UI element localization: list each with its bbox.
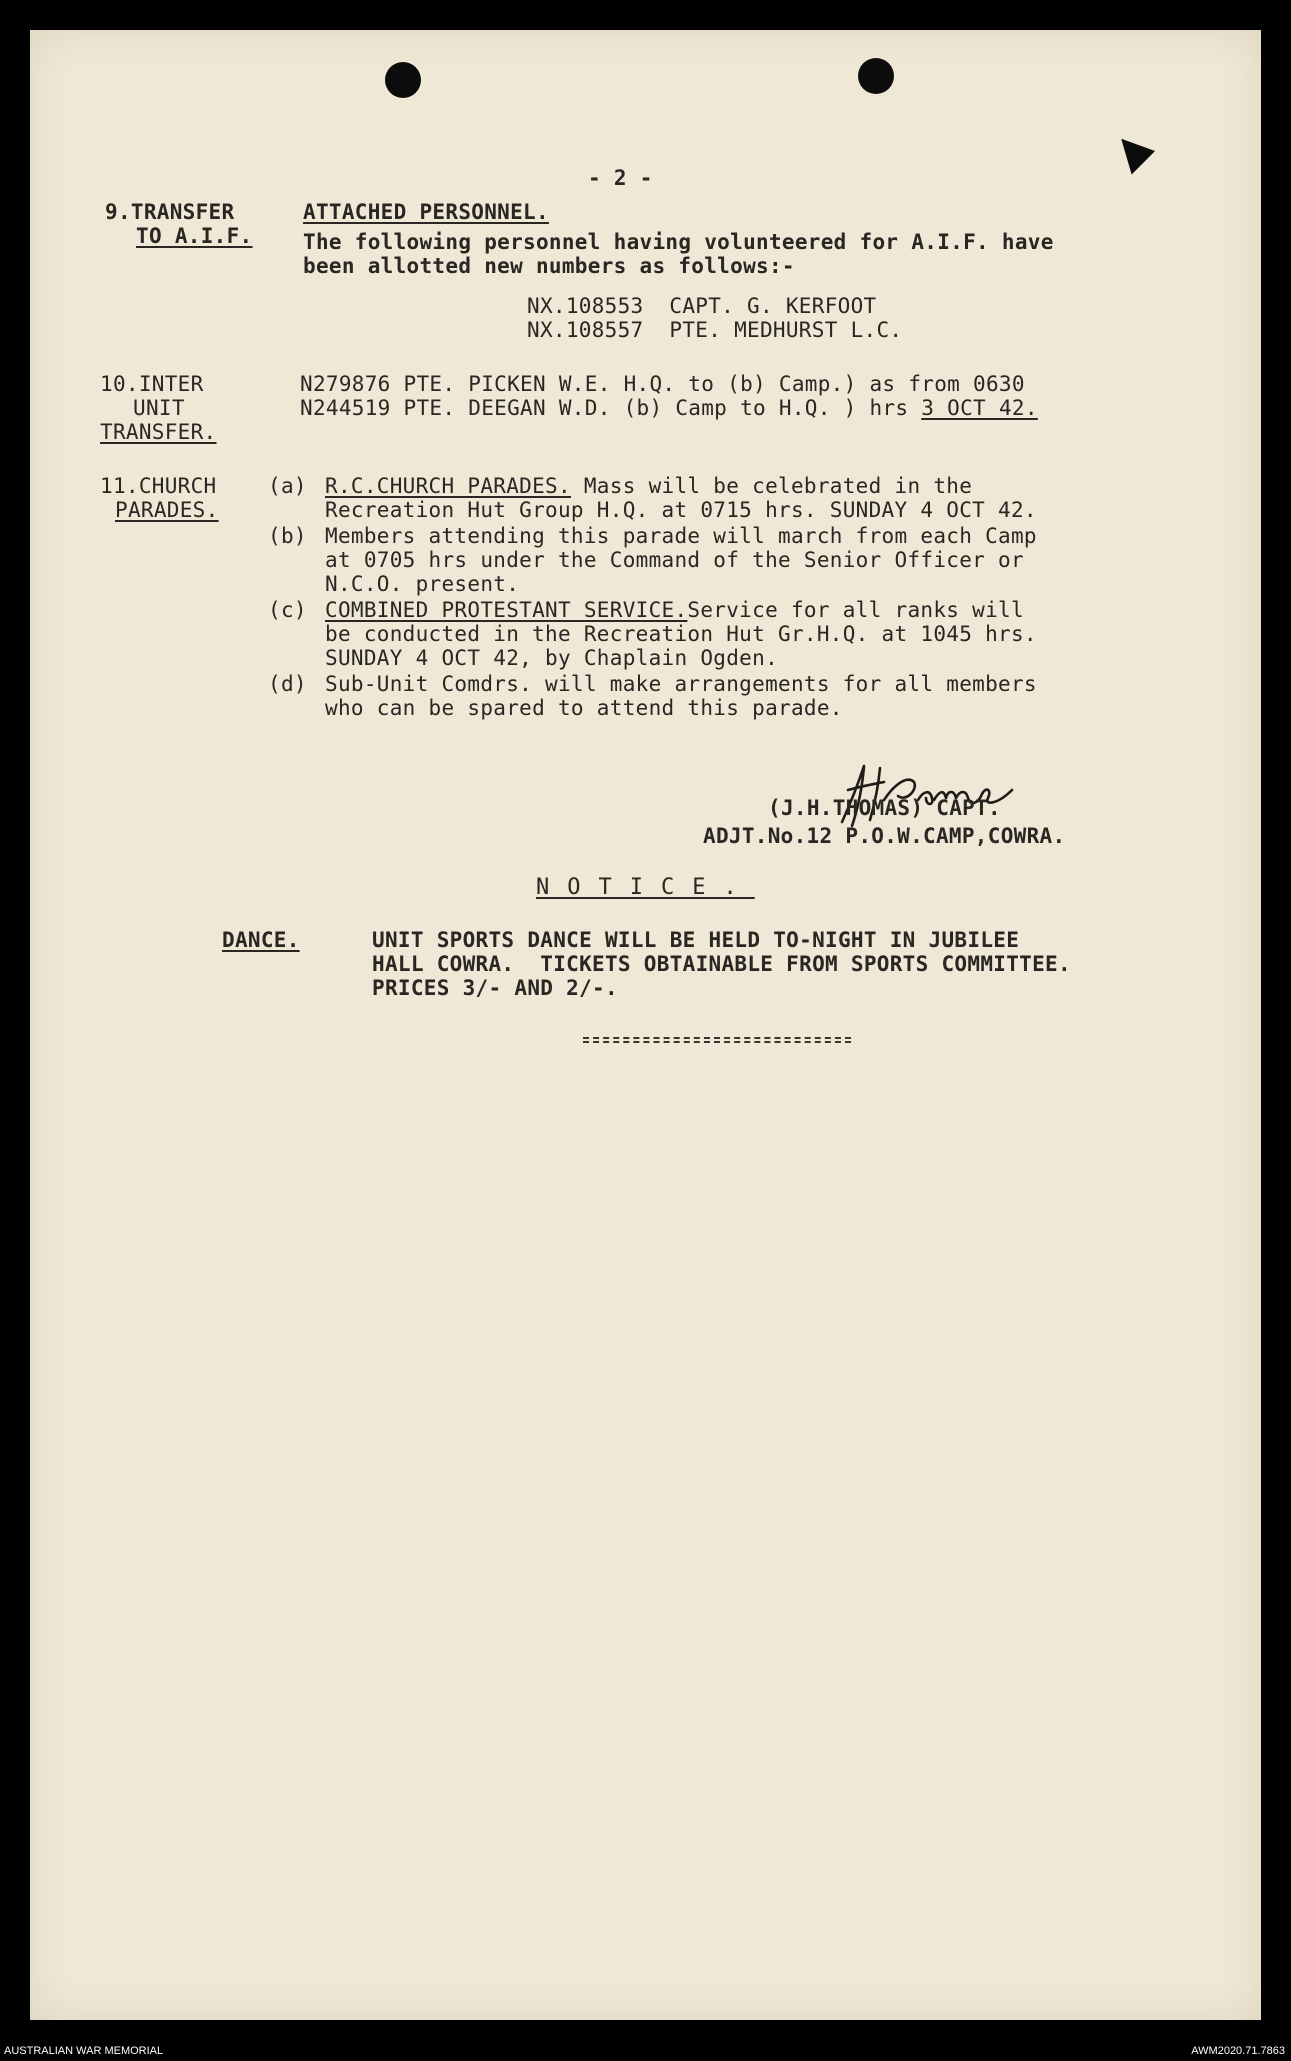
signature-name: (J.H.THOMAS) CAPT. [768, 796, 1001, 820]
sec10-line [300, 396, 1038, 420]
sec9-title-2: TO A.I.F. [136, 224, 253, 248]
sec11-item-line: Recreation Hut Group H.Q. at 0715 hrs. SUNDAY 4 OCT 42. [325, 498, 1037, 522]
sec11-item-label: (c) [268, 598, 307, 622]
sec11-title-2: PARADES. [115, 498, 219, 522]
signature-title: ADJT.No.12 P.O.W.CAMP,COWRA. [703, 824, 1066, 848]
notice-line: PRICES 3/- AND 2/-. [372, 976, 618, 1000]
sec10-line-prefix: N244519 PTE. DEEGAN W.D. (b) Camp to H.Q. ) hrs [300, 396, 922, 420]
sec11-item-line: SUNDAY 4 OCT 42, by Chaplain Ogden. [325, 646, 779, 670]
sec11-item-label: (a) [268, 474, 307, 498]
sec11-item-heading: R.C.CHURCH PARADES. [325, 474, 571, 498]
punch-hole [385, 62, 421, 98]
closing-rule [583, 1037, 851, 1043]
torn-corner [1111, 139, 1155, 180]
sec11-item-line: at 0705 hrs under the Command of the Senior Officer or [325, 548, 1024, 572]
sec11-item-line: be conducted in the Recreation Hut Gr.H.Q. at 1045 hrs. [325, 622, 1037, 646]
sec11-item-line: N.C.O. present. [325, 572, 520, 596]
footer-right: AWM2020.71.7863 [1191, 2045, 1285, 2057]
notice-label: DANCE. [222, 928, 300, 952]
sec11-item-text: Service for all ranks will [687, 598, 1024, 622]
punch-hole [858, 58, 894, 94]
sec10-line: N279876 PTE. PICKEN W.E. H.Q. to (b) Camp.) as from 0630 [300, 372, 1025, 396]
notice-line: HALL COWRA. TICKETS OBTAINABLE FROM SPORTS COMMITTEE. [372, 952, 1071, 976]
sec10-title-2: UNIT [133, 396, 185, 420]
sec11-title: 11.CHURCH [100, 474, 217, 498]
sec11-item-label: (b) [268, 524, 307, 548]
sec10-date: 3 OCT 42. [921, 396, 1038, 420]
sec11-item-line [325, 598, 1024, 622]
sec10-title-3: TRANSFER. [100, 420, 217, 444]
footer-left: AUSTRALIAN WAR MEMORIAL [4, 2045, 164, 2057]
sec11-item-line [325, 474, 972, 498]
sec9-entry: NX.108553 CAPT. G. KERFOOT [527, 294, 877, 318]
sec11-item-label: (d) [268, 672, 307, 696]
sec11-item-heading: COMBINED PROTESTANT SERVICE. [325, 598, 688, 622]
sec11-item-line: Members attending this parade will march from each Camp [325, 524, 1037, 548]
sec9-entry: NX.108557 PTE. MEDHURST L.C. [527, 318, 903, 342]
sec11-item-line: who can be spared to attend this parade. [325, 696, 843, 720]
sec11-item-text: Mass will be celebrated in the [570, 474, 973, 498]
notice-line: UNIT SPORTS DANCE WILL BE HELD TO-NIGHT IN JUBILEE [372, 928, 1020, 952]
sec9-line: been allotted new numbers as follows:- [303, 254, 795, 278]
notice-heading: NOTICE. [536, 875, 755, 900]
sec9-line: The following personnel having volunteered for A.I.F. have [303, 230, 1054, 254]
sec11-item-line: Sub-Unit Comdrs. will make arrangements for all members [325, 672, 1037, 696]
sec9-title: 9.TRANSFER [105, 200, 235, 224]
page-number: - 2 - [588, 166, 653, 190]
sec9-heading: ATTACHED PERSONNEL. [303, 200, 549, 224]
sec10-title: 10.INTER [100, 372, 204, 396]
